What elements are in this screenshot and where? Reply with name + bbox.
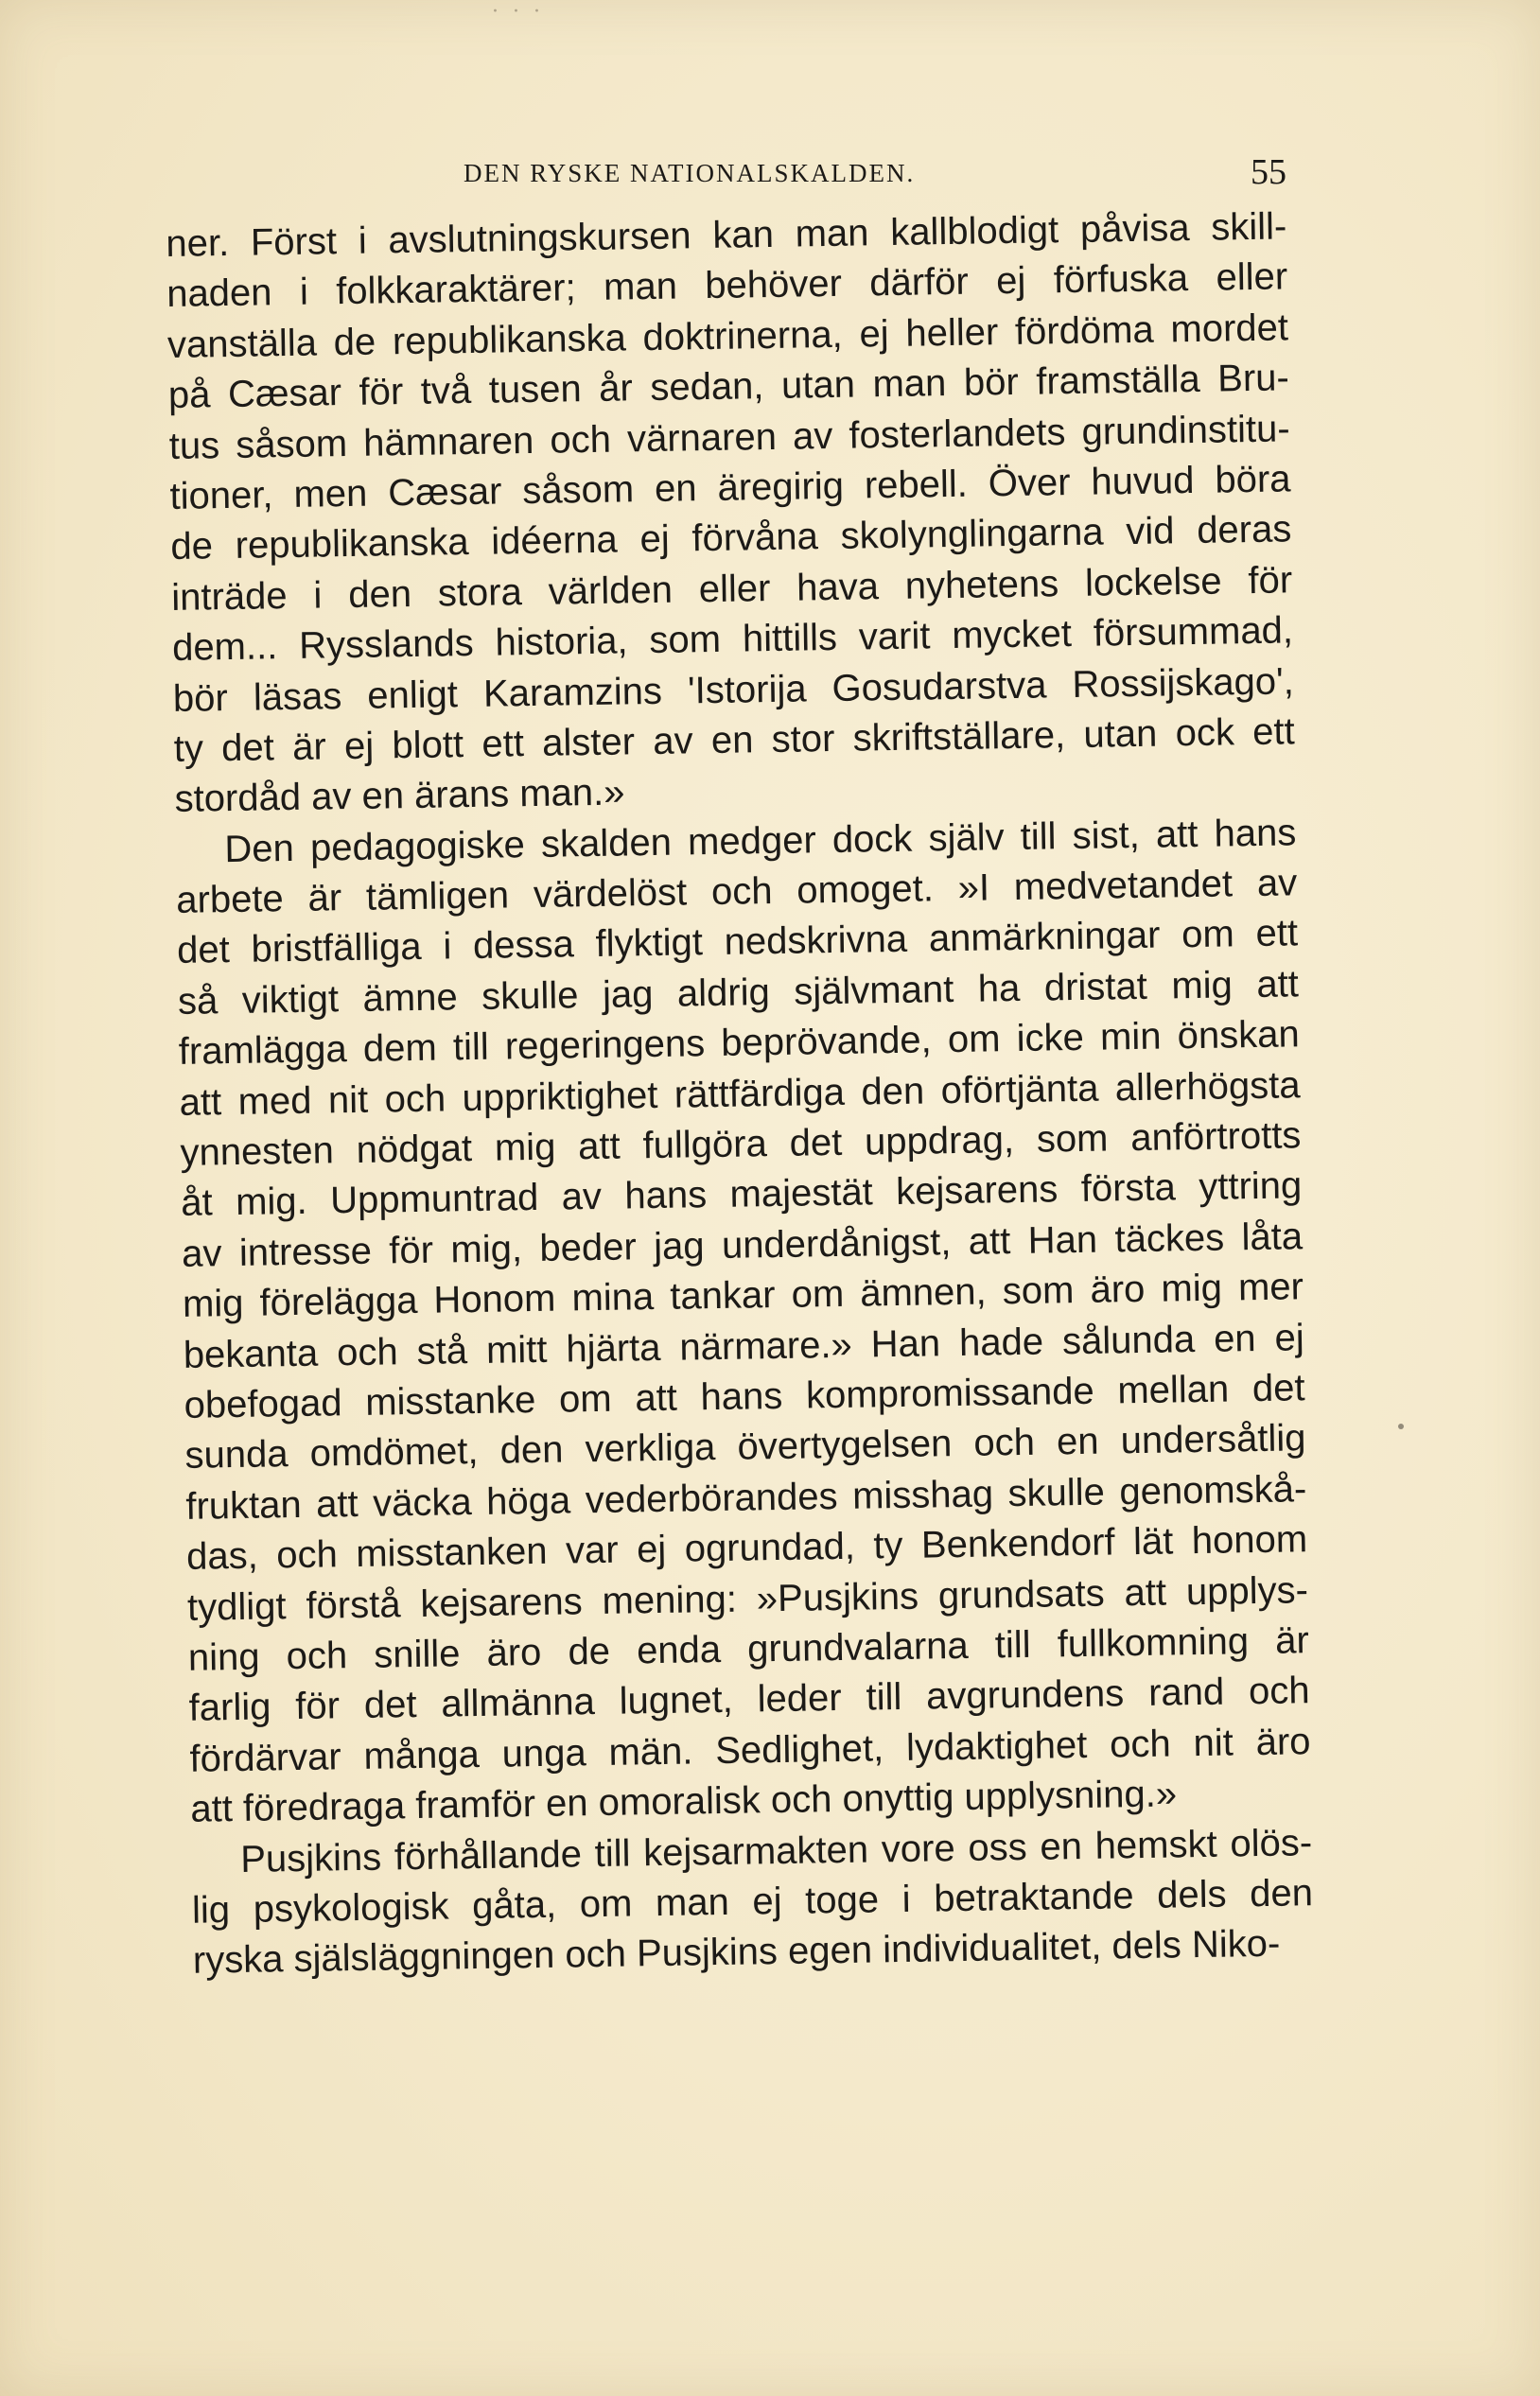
- text-line: det bristfälliga i dessa flyktigt nedskrivna anmärkningar om ett: [176, 912, 1299, 972]
- text-line: bekanta och stå mitt hjärta närmare.» Han hade sålunda en ej: [183, 1316, 1305, 1376]
- text-line: fruktan att väcka höga vederbörandes misshag skulle genomskå-: [185, 1467, 1307, 1528]
- text-line: ty det är ej blott ett alster av en stor skriftställare, utan ock ett: [173, 710, 1295, 770]
- text-line: Pusjkins förhållande till kejsarmakten vore oss en hemskt olös-: [239, 1821, 1313, 1880]
- text-line: arbete är tämligen värdelöst och omoget. »I medvetandet av: [175, 862, 1298, 921]
- text-line: bör läsas enligt Karamzins 'Istorija Gosudarstva Rossijskago',: [172, 659, 1295, 720]
- top-edge-marks: · · ·: [492, 0, 544, 24]
- text-line: tydligt förstå kejsarens mening: »Pusjkins grundsats att upplys-: [186, 1568, 1309, 1629]
- text-line: så viktigt ämne skulle jag aldrig självmant ha dristat mig att: [177, 963, 1300, 1023]
- paragraph: [175, 808, 1312, 1835]
- text-line: ynnesten nödgat mig att fullgöra det uppdrag, som anförtrotts: [180, 1114, 1302, 1174]
- text-line: framlägga dem till regeringens beprövande, om icke min önskan: [178, 1013, 1301, 1074]
- ink-speck: [1398, 1424, 1404, 1429]
- page-number: 55: [1251, 152, 1286, 192]
- text-line: das, och misstanken var ej ogrundad, ty Benkendorf lät honom: [185, 1518, 1308, 1578]
- text-line: tus såsom hämnaren och värnaren av fosterlandets grundinstitu-: [168, 407, 1290, 467]
- page-header: [166, 151, 1286, 199]
- text-line: av intresse för mig, beder jag underdånigst, att Han täckes låta: [181, 1215, 1304, 1275]
- text-line: vanställa de republikanska doktrinerna, ej heller fördöma mordet: [166, 306, 1289, 366]
- text-line: på Cæsar för två tusen år sedan, utan man bör framställa Bru-: [167, 357, 1290, 417]
- paragraph: [166, 201, 1296, 825]
- text-line: dem... Rysslands historia, som hittills varit mycket försummad,: [171, 609, 1294, 670]
- text-line: ning och snille äro de enda grundvalarna till fullkomning är: [187, 1619, 1310, 1679]
- text-line: att med nit och uppriktighet rättfärdiga den oförtjänta allerhögsta: [179, 1063, 1301, 1124]
- text-line: sunda omdömet, den verkliga övertygelsen och en undersåtlig: [184, 1417, 1306, 1478]
- text-line: åt mig. Uppmuntrad av hans majestät kejsarens första yttring: [180, 1164, 1303, 1225]
- text-line: lig psykologisk gåta, om man ej toge i betraktande dels den: [191, 1872, 1314, 1932]
- text-line: mig förelägga Honom mina tankar om ämnen, som äro mig mer: [182, 1266, 1304, 1326]
- text-line: naden i folkkaraktärer; man behöver därför ej förfuska eller: [166, 255, 1288, 316]
- text-line: tioner, men Cæsar såsom en äregirig rebell. Över huvud böra: [169, 458, 1291, 517]
- text-line: Den pedagogiske skalden medger dock själv till sist, att hans: [224, 811, 1297, 870]
- text-line: ner. Först i avslutningskursen kan man kallblodigt påvisa skill-: [166, 205, 1287, 265]
- text-line: inträde i den stora världen eller hava nyhetens lockelse för: [170, 559, 1293, 619]
- running-title: DEN RYSKE NATIONALSKALDEN.: [464, 159, 916, 187]
- text-line: stordåd av en ärans man.»: [174, 771, 625, 821]
- body-text: [166, 201, 1314, 1986]
- text-line: farlig för det allmänna lugnet, leder till avgrundens rand och: [188, 1670, 1310, 1730]
- text-line: de republikanska idéerna ej förvåna skolynglingarna vid deras: [170, 508, 1292, 568]
- text-line: obefogad misstanke om att hans kompromissande mellan det: [184, 1367, 1305, 1426]
- text-line: ryska själsläggningen och Pusjkins egen individualitet, dels Niko-: [192, 1923, 1281, 1983]
- paragraph: [191, 1818, 1314, 1987]
- text-line: att föredraga framför en omoralisk och onyttig upplysning.»: [190, 1773, 1178, 1830]
- text-line: fördärvar många unga män. Sedlighet, lydaktighet och nit äro: [189, 1720, 1311, 1780]
